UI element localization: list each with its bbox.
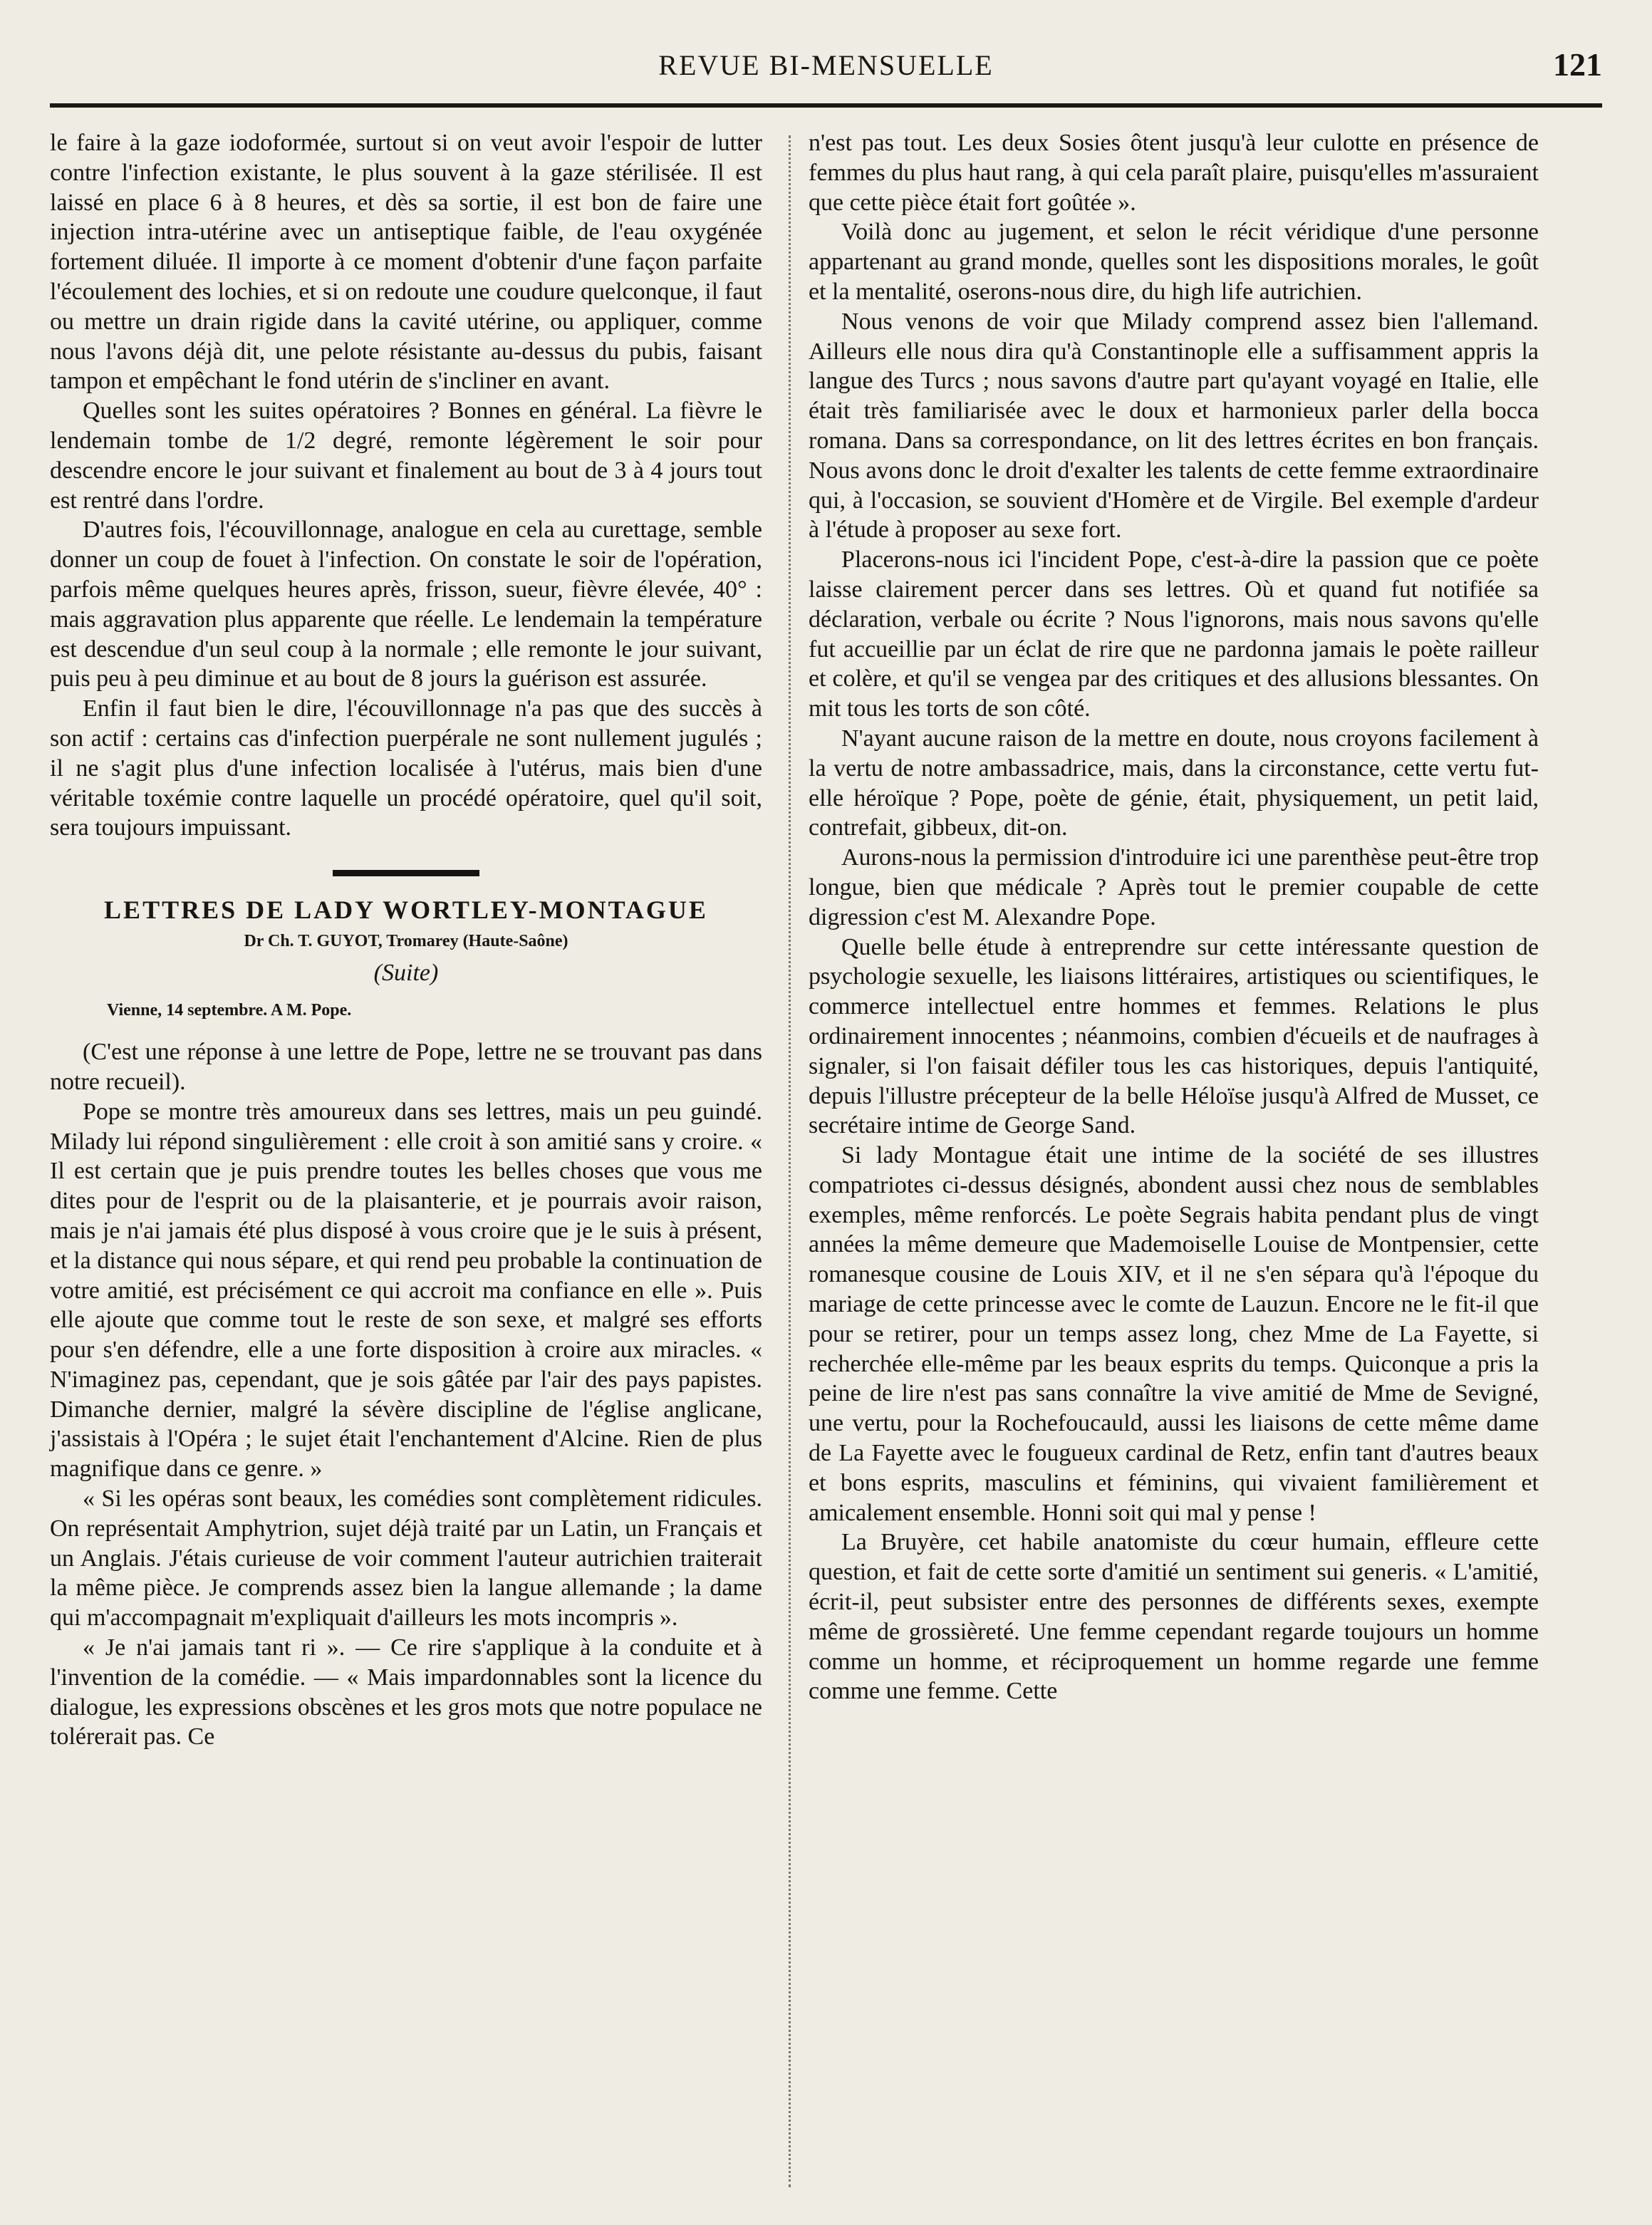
article-suite: (Suite) xyxy=(373,960,439,987)
paragraph: Aurons-nous la permission d'introduire ici une parenthèse peut-être trop longue, bien que médicale ? Après tout le premier coupable de cette digression c'est M. Alexandre Pope. xyxy=(809,844,1539,930)
paragraph: n'est pas tout. Les deux Sosies ôtent jusqu'à leur culotte en présence de femmes du plus haut rang, à qui cela paraît plaire, puisqu'elles m'assuraient que cette pièce était fort goûtée ». xyxy=(809,130,1539,216)
paragraph: Placerons-nous ici l'incident Pope, c'est-à-dire la passion que ce poète laisse clairement percer dans ses lettres. Où et quand fut notifiée sa déclaration, verbale ou écrite ? Nous l'ignorons, mais nous savons qu'elle fut accueillie par un éclat de rire que ne pardonna jamais le poète railleur et colère, et qu'il se vengea par des critiques et des allusions blessantes. On mit tous les torts de son côté. xyxy=(809,546,1539,722)
paragraph: Enfin il faut bien le dire, l'écouvillonnage n'a pas que des succès à son actif : certains cas d'infection puerpérale ne sont nullement jugulés ; il ne s'agit plus d'une infection localisée à l'utérus, mais bien d'une véritable toxémie contre laquelle un procédé opératoire, quel qu'il soit, sera toujours impuissant. xyxy=(50,695,762,841)
left-column xyxy=(50,128,762,1752)
header-rule xyxy=(50,103,1602,108)
paragraph: D'autres fois, l'écouvillonnage, analogue en cela au curettage, semble donner un coup de fouet à l'infection. On constate le soir de l'opération, parfois même quelques heures après, frisson, sueur, fièvre élevée, 40° : mais aggravation plus apparente que réelle. Le lendemain la température est descendue d'un seul coup à la normale ; elle remonte le jour suivant, puis peu à peu diminue et au bout de 8 jours la guérison est assurée. xyxy=(50,517,762,693)
article-byline: Dr Ch. T. GUYOT, Tromarey (Haute-Saône) xyxy=(244,932,568,951)
paragraph: Nous venons de voir que Milady comprend assez bien l'allemand. Ailleurs elle nous dira qu'à Constantinople elle a suffisamment appris la langue des Turcs ; nous savons d'autre part qu'ayant voyagé en Italie, elle était très familiarisée avec le doux et harmonieux parler della bocca romana. Dans sa correspondance, on lit des lettres écrites en bon français. Nous avons donc le droit d'exalter les talents de cette femme extraordinaire qui, à l'occasion, se souvient d'Homère et de Virgile. Bel exemple d'ardeur à l'étude à proposer au sexe fort. xyxy=(809,308,1539,544)
article-title: LETTRES DE LADY WORTLEY-MONTAGUE xyxy=(104,896,708,925)
page-number: 121 xyxy=(1553,46,1602,83)
right-column xyxy=(809,128,1539,1706)
running-head: REVUE BI-MENSUELLE xyxy=(658,49,994,81)
paragraph: « Si les opéras sont beaux, les comédies sont complètement ridicules. On représentait Amphytrion, sujet déjà traité par un Latin, un Français et un Anglais. J'étais curieuse de voir comment l'auteur autrichien traiterait la même pièce. Je comprends assez bien la langue allemande ; la dame qui m'accompagnait m'expliquait d'ailleurs les mots incompris ». xyxy=(50,1485,762,1632)
article-separator xyxy=(333,870,479,876)
column-divider xyxy=(789,135,791,2187)
paragraph: (C'est une réponse à une lettre de Pope, lettre ne se trouvant pas dans notre recueil). xyxy=(50,1039,762,1095)
paragraph: Quelle belle étude à entreprendre sur cette intéressante question de psychologie sexuelle, les liaisons littéraires, artistiques ou scientifiques, le commerce intellectuel entre hommes et femmes. Relations le plus ordinairement innocentes ; néanmoins, combien d'écueils et de naufrages à signaler, si l'on faisait défiler tous les cas historiques, depuis l'antiquité, depuis l'illustre précepteur de la belle Héloïse jusqu'à Alfred de Musset, ce secrétaire intime de George Sand. xyxy=(809,933,1539,1139)
paragraph: N'ayant aucune raison de la mettre en doute, nous croyons facilement à la vertu de notre ambassadrice, mais, dans la circonstance, cette vertu fut-elle héroïque ? Pope, poète de génie, était, physiquement, un petit laid, contrefait, gibbeux, dit-on. xyxy=(809,725,1539,841)
paragraph: le faire à la gaze iodoformée, surtout si on veut avoir l'espoir de lutter contre l'infection existante, le plus souvent à la gaze stérilisée. Il est laissé en place 6 à 8 heures, et dès sa sortie, il est bon de faire une injection intra-utérine avec un antiseptique faible, de l'eau oxygénée fortement diluée. Il importe à ce moment d'obtenir d'une façon parfaite l'écoulement des lochies, et si on redoute une coudure quelconque, il faut ou mettre un drain rigide dans la cavité utérine, ou appliquer, comme nous l'avons déjà dit, une pelote résistante au-dessus du pubis, faisant tampon et empêchant le fond utérin de s'incliner en avant. xyxy=(50,130,762,395)
paragraph: La Bruyère, cet habile anatomiste du cœur humain, effleure cette question, et fait de cette sorte d'amitié un sentiment sui generis. « L'amitié, écrit-il, peut subsister entre des personnes de différents sexes, exempte même de grossièreté. Une femme cependant regarde toujours un homme comme un homme, et réciproquement un homme regarde une femme comme une femme. Cette xyxy=(809,1529,1539,1705)
paragraph: « Je n'ai jamais tant ri ». — Ce rire s'applique à la conduite et à l'invention de la comédie. — « Mais impardonnables sont la licence du dialogue, les expressions obscènes et les gros mots que notre populace ne tolérerait pas. Ce xyxy=(50,1634,762,1751)
paragraph: Pope se montre très amoureux dans ses lettres, mais un peu guindé. Milady lui répond singulièrement : elle croit à son amitié sans y croire. « Il est certain que je puis prendre toutes les belles choses que vous me dites pour de l'esprit ou de la plaisanterie, et je pourrais avoir raison, mais je n'ai jamais été plus disposé à vous croire que je le suis à présent, et la distance qui nous sépare, et qui rend peu probable la continuation de votre amitié, est précisément ce qui accroit ma confiance en elle ». Puis elle ajoute que comme tout le reste de son sexe, et malgré ses efforts pour s'en défendre, elle a une forte disposition à croire aux miracles. « N'imaginez pas, cependant, que je sois gâtée par l'air des pays papistes. Dimanche dernier, malgré la sévère discipline de l'église anglicane, j'assistais à l'Opéra ; le sujet était l'enchantement d'Alcine. Rien de plus magnifique dans ce genre. » xyxy=(50,1098,762,1483)
paragraph: Voilà donc au jugement, et selon le récit véridique d'une personne appartenant au grand monde, quelles sont les dispositions morales, le goût et la mentalité, oserons-nous dire, du high life autrichien. xyxy=(809,219,1539,305)
paragraph: Si lady Montague était une intime de la société de ses illustres compatriotes ci-dessus désignés, abondent aussi chez nous de semblables exemples, même renforcés. Le poète Segrais habita pendant plus de vingt années la même demeure que Mademoiselle Louise de Montpensier, cette romanesque cousine de Louis XIV, et il ne s'en sépara qu'à l'époque du mariage de cette princesse avec le comte de Lauzun. Encore ne le fit-il que pour se retirer, pour un temps assez long, chez Mme de La Fayette, si recherchée elle-même par les beaux esprits du temps. Quiconque a pris la peine de lire n'est pas sans connaître la vive amitié de Mme de Sevigné, une vertu, pour la Rochefoucauld, aussi les liaisons de cette même dame de La Fayette avec le fougueux cardinal de Retz, enfin tant d'autres beaux et bons esprits, masculins et féminins, qui vivaient familièrement et amicalement ensemble. Honni soit qui mal y pense ! xyxy=(809,1142,1539,1526)
page-header xyxy=(50,41,1602,91)
letter-dateline: Vienne, 14 septembre. A M. Pope. xyxy=(107,1001,352,1020)
paragraph: Quelles sont les suites opératoires ? Bonnes en général. La fièvre le lendemain tombe de 1/2 degré, remonte légèrement le soir pour descendre encore le jour suivant et finalement au bout de 3 à 4 jours tout est rentré dans l'ordre. xyxy=(50,398,762,514)
